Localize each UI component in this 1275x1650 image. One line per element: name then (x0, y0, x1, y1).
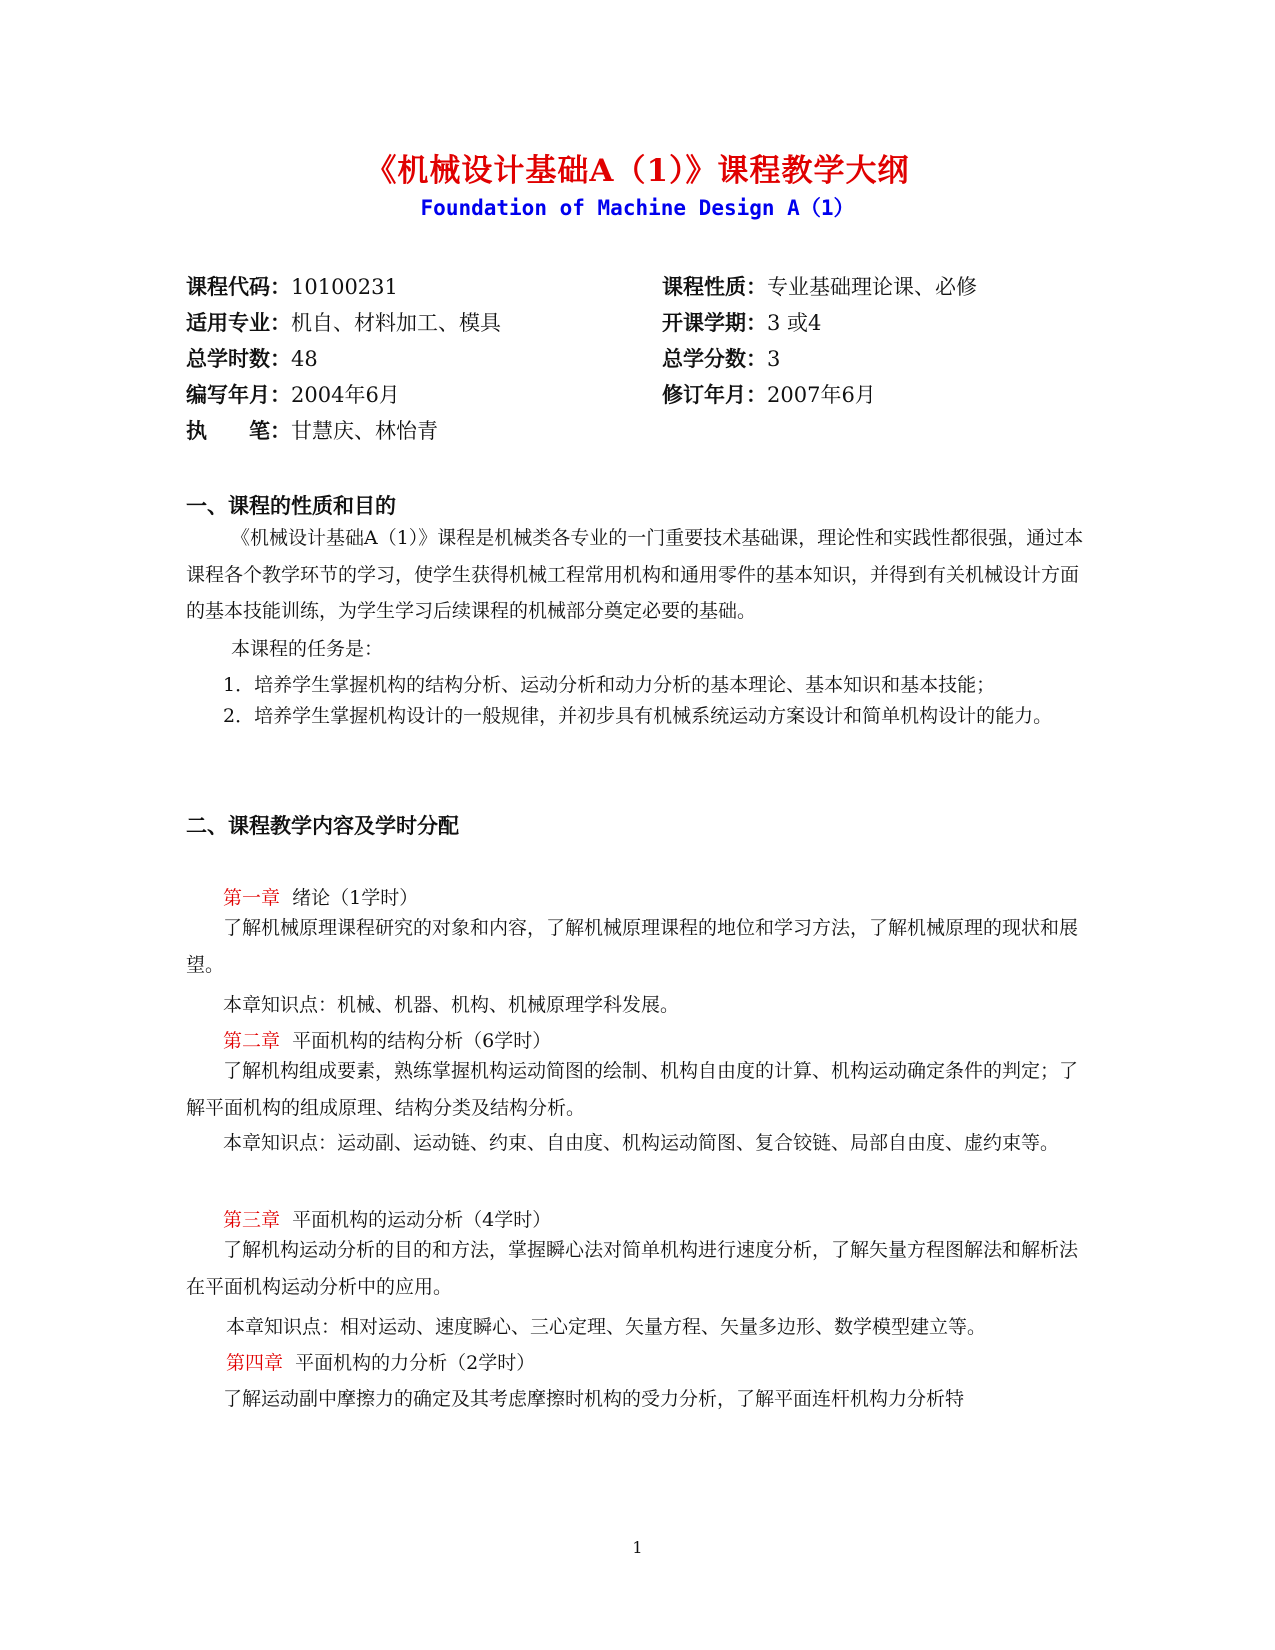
chapter-4-number: 第四章 (226, 1352, 284, 1374)
chapter-2-points: 本章知识点：运动副、运动链、约束、自由度、机构运动简图、复合铰链、局部自由度、虚约束等。 (223, 1132, 1060, 1154)
semester: 3 或4 (767, 311, 822, 335)
credits-label: 总学分数： (662, 346, 767, 371)
task-intro: 本课程的任务是： (231, 638, 384, 660)
document-title: 《机械设计基础A（1）》课程教学大纲 (365, 153, 910, 189)
chapter-2-title: 平面机构的结构分析（6学时） (292, 1030, 552, 1052)
credits: 3 (767, 347, 781, 371)
chapter-4-title: 平面机构的力分析（2学时） (295, 1352, 536, 1374)
chapter-1-heading (223, 883, 418, 910)
meta-row-2 (186, 308, 1086, 338)
hours-label: 总学时数： (186, 346, 291, 371)
chapter-2-body: 了解机构组成要素，熟练掌握机构运动简图的绘制、机构自由度的计算、机构运动确定条件的判定；了解平面机构的组成原理、结构分类及结构分析。 (186, 1060, 1079, 1119)
written-label: 编写年月： (186, 382, 291, 407)
chapter-4-heading (226, 1348, 535, 1375)
section1-paragraph: 《机械设计基础A（1）》课程是机械类各专业的一门重要技术基础课，理论性和实践性都很强，通过本课程各个教学环节的学习，使学生获得机械工程常用机构和通用零件的基本知识，并得到有关机械设计方面的基本技能训练，为学生学习后续课程的机械部分奠定必要的基础。 (186, 527, 1084, 622)
chapter-2-heading (223, 1026, 551, 1053)
chapter-3-title: 平面机构的运动分析（4学时） (292, 1209, 552, 1231)
semester-label: 开课学期： (662, 310, 767, 335)
meta-row-4 (186, 380, 1086, 410)
chapter-3-points: 本章知识点：相对运动、速度瞬心、三心定理、矢量方程、矢量多边形、数学模型建立等。 (226, 1316, 987, 1338)
task-2: 2．培养学生掌握机构设计的一般规律，并初步具有机械系统运动方案设计和简单机构设计的能力。 (223, 705, 1053, 727)
chapter-3-number: 第三章 (223, 1209, 281, 1231)
meta-row-3 (186, 344, 1086, 374)
written-date: 2004年6月 (291, 383, 400, 407)
course-type-label: 课程性质： (662, 274, 767, 299)
author: 甘慧庆、林怡青 (291, 419, 438, 443)
majors: 机自、材料加工、模具 (291, 311, 501, 335)
meta-row-5 (186, 416, 1086, 446)
course-code: 10100231 (291, 275, 398, 299)
chapter-1-points: 本章知识点：机械、机器、机构、机械原理学科发展。 (223, 994, 680, 1016)
meta-row-1 (186, 272, 1086, 302)
chapter-3-heading (223, 1205, 551, 1232)
page-number: 1 (632, 1538, 643, 1557)
majors-label: 适用专业： (186, 310, 291, 335)
chapter-1-body: 了解机械原理课程研究的对象和内容，了解机械原理课程的地位和学习方法，了解机械原理的现状和展望。 (186, 917, 1079, 976)
course-type: 专业基础理论课、必修 (767, 275, 977, 299)
chapter-1-title: 绪论（1学时） (292, 887, 419, 909)
chapter-2-number: 第二章 (223, 1030, 281, 1052)
revised-date: 2007年6月 (767, 383, 876, 407)
author-label: 执 笔： (186, 418, 291, 443)
course-code-label: 课程代码： (186, 274, 291, 299)
document-subtitle: Foundation of Machine Design A（1） (420, 196, 855, 220)
section1-heading: 一、课程的性质和目的 (186, 493, 396, 518)
revised-label: 修订年月： (662, 382, 767, 407)
hours: 48 (291, 347, 318, 371)
section2-heading: 二、课程教学内容及学时分配 (186, 813, 459, 838)
chapter-3-body: 了解机构运动分析的目的和方法，掌握瞬心法对简单机构进行速度分析，了解矢量方程图解法和解析法在平面机构运动分析中的应用。 (186, 1239, 1079, 1298)
chapter-1-number: 第一章 (223, 887, 281, 909)
task-1: 1．培养学生掌握机构的结构分析、运动分析和动力分析的基本理论、基本知识和基本技能； (223, 674, 996, 696)
chapter-4-body: 了解运动副中摩擦力的确定及其考虑摩擦时机构的受力分析，了解平面连杆机构力分析特 (223, 1388, 965, 1410)
